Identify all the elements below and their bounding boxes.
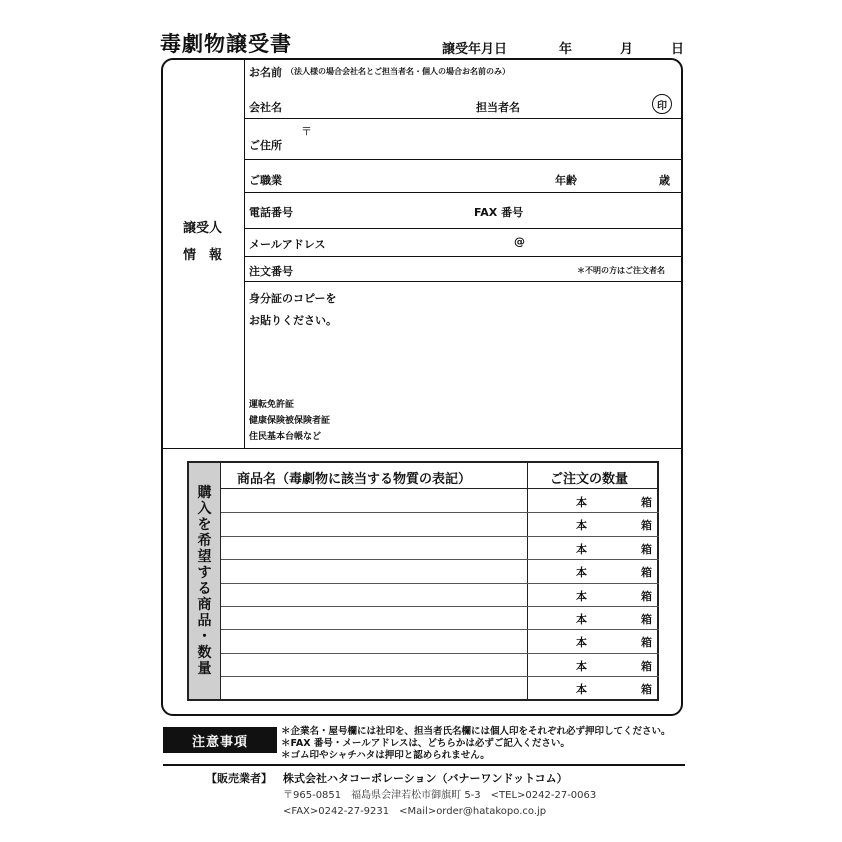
side-label-char: 品	[197, 613, 212, 629]
row-line	[244, 281, 682, 282]
product-name-cell[interactable]	[222, 513, 526, 534]
row-line	[244, 228, 682, 229]
product-name-cell[interactable]	[222, 677, 526, 698]
seller-label: 【販売業者】	[206, 772, 272, 785]
unit-bottles: 本	[576, 636, 587, 650]
unit-bottles: 本	[576, 589, 587, 603]
id-copy-instruction: 身分証のコピーを	[249, 292, 337, 305]
side-label-char: す	[197, 565, 212, 581]
age-unit: 歳	[659, 174, 670, 187]
phone-label: 電話番号	[249, 206, 293, 219]
row-line	[244, 192, 682, 193]
notice-line: ＊FAX 番号・メールアドレスは、どちらかは必ずご記入ください。	[281, 738, 570, 749]
unit-boxes: 箱	[641, 542, 652, 556]
unit-bottles: 本	[576, 613, 587, 626]
unit-boxes: 箱	[641, 636, 652, 650]
unit-bottles: 本	[576, 659, 587, 673]
row-line	[244, 159, 682, 160]
id-type-item: 住民基本台帳など	[249, 432, 322, 442]
form-title: 毒劇物譲受書	[160, 32, 292, 56]
seller-name: 株式会社ハタコーポレーション（バナーワンドットコム）	[283, 772, 568, 785]
side-label-char: る	[197, 581, 212, 597]
product-name-cell[interactable]	[222, 560, 526, 581]
seller-contact: <FAX>0242-27-9231 <Mail>order@hatakopo.co.jp	[283, 806, 547, 817]
unit-bottles: 本	[576, 519, 587, 533]
date-label: 譲受年月日	[442, 42, 508, 57]
age-label: 年齢	[555, 174, 577, 187]
month-label: 月	[620, 42, 634, 57]
address-label: ご住所	[249, 139, 282, 152]
postal-mark: 〒	[301, 125, 312, 138]
side-label-char: 商	[197, 597, 212, 613]
unit-boxes: 箱	[641, 613, 652, 626]
product-name-cell[interactable]	[222, 537, 526, 558]
notice-line: ＊ゴム印やシャチハタは押印と認められません。	[281, 750, 490, 761]
id-copy-instruction: お貼りください。	[249, 314, 337, 327]
order-number-label: 注文番号	[249, 265, 293, 278]
fax-label: FAX 番号	[474, 206, 524, 219]
unit-boxes: 箱	[641, 496, 652, 509]
unit-bottles: 本	[576, 496, 587, 509]
notice-tag: 注意事項	[163, 727, 277, 753]
product-name-cell[interactable]	[222, 584, 526, 605]
side-label-char: 入	[197, 501, 212, 517]
unit-bottles: 本	[576, 542, 587, 556]
side-label-char: 望	[197, 549, 212, 565]
section-label-recipient: 譲受人	[183, 221, 223, 236]
notice-line: ＊企業名・屋号欄には社印を、担当者氏名欄には個人印をそれぞれ必ず押印してください。	[281, 726, 671, 737]
column-header-quantity: ご注文の数量	[550, 472, 629, 487]
notice-divider	[163, 764, 685, 766]
product-name-cell[interactable]	[222, 630, 526, 651]
at-mark: @	[514, 235, 525, 248]
unit-boxes: 箱	[641, 566, 652, 580]
section-bottom-line	[162, 448, 682, 449]
side-label-char: を	[197, 517, 212, 533]
section-label-info: 情 報	[183, 248, 223, 263]
side-label-char: 量	[197, 661, 212, 677]
product-name-cell[interactable]	[222, 607, 526, 628]
occupation-label: ご職業	[249, 174, 282, 187]
unit-boxes: 箱	[641, 519, 652, 533]
unit-bottles: 本	[576, 566, 587, 580]
year-label: 年	[559, 42, 573, 57]
order-table	[187, 461, 659, 701]
unit-boxes: 箱	[641, 659, 652, 673]
side-label-char: 購	[197, 485, 212, 501]
product-name-cell[interactable]	[222, 490, 526, 511]
id-type-item: 運転免許証	[249, 400, 295, 410]
email-label: メールアドレス	[249, 238, 326, 251]
side-label-char: 希	[197, 533, 212, 549]
day-label: 日	[671, 42, 685, 57]
contact-person-label: 担当者名	[476, 101, 520, 114]
order-table-side-label	[189, 463, 221, 699]
unit-boxes: 箱	[641, 589, 652, 603]
row-line	[244, 256, 682, 257]
seal-mark: 印	[652, 94, 672, 114]
id-type-item: 健康保険被保険者証	[249, 416, 331, 426]
side-label-char: ・	[197, 629, 212, 645]
unit-boxes: 箱	[641, 683, 652, 697]
column-header-product: 商品名（毒劇物に該当する物質の表記）	[237, 472, 472, 487]
row-line	[244, 118, 682, 119]
seller-address: 〒965-0851 福島県会津若松市御旗町 5-3 <TEL>0242-27-0063	[283, 790, 597, 801]
name-label: お名前	[249, 66, 282, 79]
product-name-cell[interactable]	[222, 654, 526, 675]
company-label: 会社名	[249, 101, 282, 114]
unit-bottles: 本	[576, 683, 587, 697]
order-number-note: ＊不明の方はご注文者名	[577, 266, 665, 275]
table-header-line	[221, 488, 659, 489]
side-label-char: 数	[197, 645, 212, 661]
name-note: （法人様の場合会社名とご担当者名・個人の場合お名前のみ）	[286, 67, 510, 76]
